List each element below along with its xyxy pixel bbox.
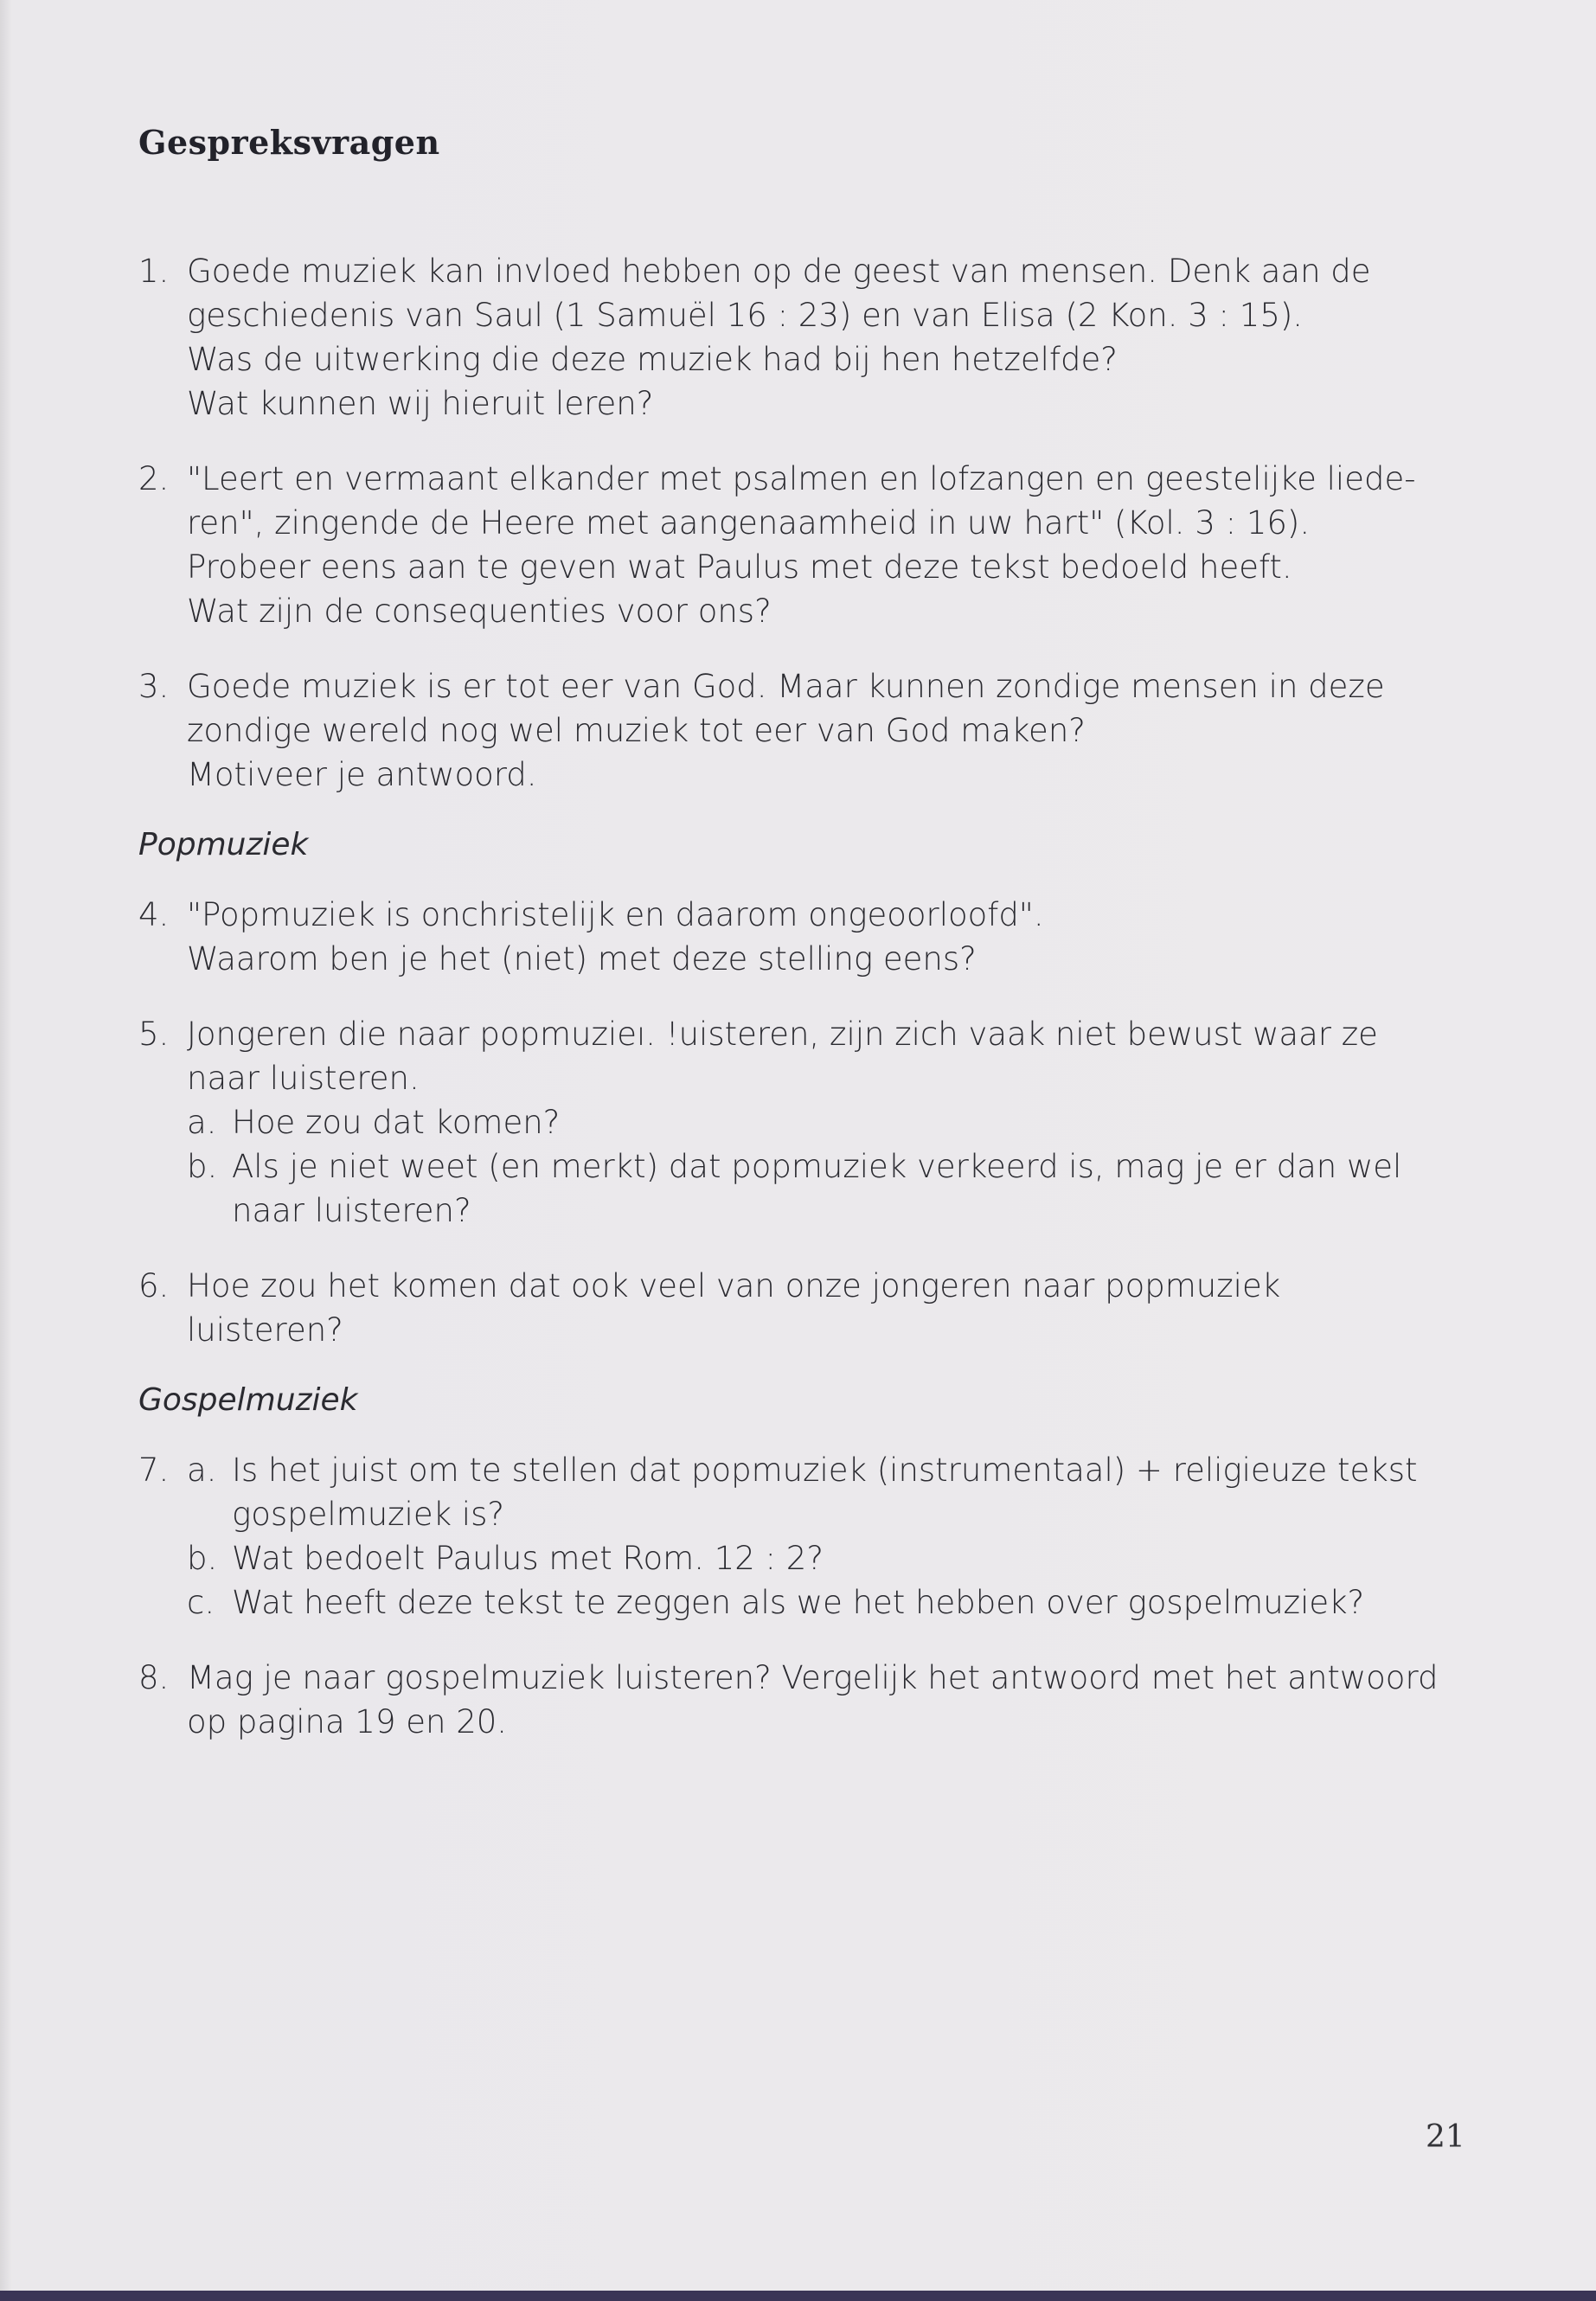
question-list	[138, 249, 1462, 1775]
question-text-line: zondige wereld nog wel muziek tot eer van God maken?	[187, 712, 1086, 749]
sub-question-b	[187, 1536, 1462, 1580]
question-text-line: Probeer eens aan te geven wat Paulus met deze tekst bedoeld heeft.	[187, 548, 1292, 586]
sub-question-text-line: Als je niet weet (en merkt) dat popmuziek verkeerd is, mag je er dan wel	[232, 1148, 1402, 1185]
question-number: 7.	[138, 1452, 170, 1489]
sub-question-text-line: Hoe zou dat komen?	[232, 1104, 561, 1141]
question-text-line: op pagina 19 en 20.	[187, 1703, 508, 1740]
question-number: 3.	[138, 668, 170, 705]
question-number: 2.	[138, 460, 170, 497]
question-text-line: Motiveer je antwoord.	[187, 756, 537, 793]
question-number: 5.	[138, 1016, 170, 1053]
sub-question-a	[187, 1448, 1462, 1536]
sub-question-b	[187, 1144, 1462, 1233]
sub-question-a	[187, 1100, 1462, 1144]
question-8	[138, 1656, 1462, 1744]
sub-question-label: a.	[187, 1104, 217, 1141]
question-number: 8.	[138, 1659, 170, 1696]
sub-question-label: c.	[187, 1584, 215, 1621]
question-2	[138, 457, 1462, 633]
question-text-line: ren", zingende de Heere met aangenaamheid in uw hart" (Kol. 3 : 16).	[187, 504, 1311, 542]
question-text-line: Wat kunnen wij hieruit leren?	[187, 385, 654, 422]
question-1	[138, 249, 1462, 426]
sub-question-text-line: naar luisteren?	[232, 1192, 471, 1229]
page-heading: Gespreksvragen	[138, 123, 440, 162]
question-7	[138, 1448, 1462, 1625]
question-3	[138, 664, 1462, 797]
page-number: 21	[1426, 2119, 1465, 2155]
question-text-line: Hoe zou het komen dat ook veel van onze jongeren naar popmuziek	[187, 1267, 1281, 1304]
question-4	[138, 893, 1462, 981]
question-number: 6.	[138, 1267, 170, 1304]
question-text-line: Waarom ben je het (niet) met deze stelling eens?	[187, 940, 977, 977]
question-text-line: Goede muziek kan invloed hebben op de geest van mensen. Denk aan de	[187, 253, 1371, 290]
question-text-line: geschiedenis van Saul (1 Samuël 16 : 23) en van Elisa (2 Kon. 3 : 15).	[187, 297, 1304, 334]
question-text-line: "Leert en vermaant elkander met psalmen en lofzangen en geestelijke liede-	[187, 460, 1416, 497]
question-5	[138, 1012, 1462, 1233]
section-heading-popmuziek: Popmuziek	[138, 827, 309, 862]
question-6	[138, 1264, 1462, 1352]
question-text-line: naar luisteren.	[187, 1060, 420, 1097]
sub-question-text-line: Wat heeft deze tekst te zeggen als we het hebben over gospelmuziek?	[232, 1584, 1365, 1621]
page-bottom-edge	[0, 2291, 1596, 2301]
sub-question-label: b.	[187, 1148, 218, 1185]
question-text-line: Goede muziek is er tot eer van God. Maar kunnen zondige mensen in deze	[187, 668, 1385, 705]
sub-question-c	[187, 1580, 1462, 1625]
sub-question-label: b.	[187, 1540, 218, 1577]
question-text-line: Was de uitwerking die deze muziek had bij hen hetzelfde?	[187, 341, 1118, 378]
question-text-line: "Popmuziek is onchristelijk en daarom ongeoorloofd".	[187, 896, 1044, 933]
sub-question-text-line: Is het juist om te stellen dat popmuziek (instrumentaal) + religieuze tekst	[232, 1452, 1418, 1489]
question-text-line: Wat zijn de consequenties voor ons?	[187, 593, 772, 630]
question-number: 4.	[138, 896, 170, 933]
question-text-line: Mag je naar gospelmuziek luisteren? Vergelijk het antwoord met het antwoord	[187, 1659, 1439, 1696]
sub-question-text-line: gospelmuziek is?	[232, 1496, 504, 1533]
sub-question-label: a.	[187, 1452, 217, 1489]
section-heading-gospelmuziek: Gospelmuziek	[138, 1382, 358, 1418]
question-text-line: Jongeren die naar popmuzieı. !uisteren, zijn zich vaak niet bewust waar ze	[187, 1016, 1378, 1053]
sub-question-text-line: Wat bedoelt Paulus met Rom. 12 : 2?	[232, 1540, 824, 1577]
question-text-line: luisteren?	[187, 1311, 343, 1349]
question-number: 1.	[138, 253, 170, 290]
